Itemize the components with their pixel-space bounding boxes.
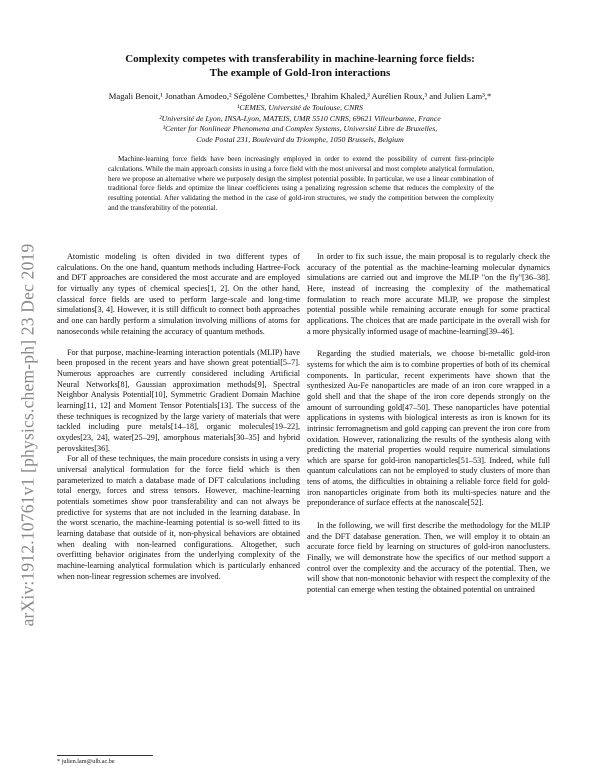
paper-title	[60, 52, 540, 80]
title-line-2: The example of Gold-Iron interactions	[209, 67, 391, 79]
left-column	[57, 252, 300, 582]
body-paragraph: For all of these techniques, the main procedure consists in using a very universal analytical formulation for the force field which is then parameterized to match a database made of DFT calculations including total energy, forces and stress tensors. However, machine-learning potentials sometimes show poor transferability and can not always be predictive for systems that are not included in the learning database. In the worst scenario, the machine-learning potential is so-well fitted to its learning database that outside of it, non-physical behaviors are obtained when dealing with non-learned configurations. Altogether, such overfitting behavior originates from the underlying complexity of the machine-learning analytical formulation which is particularly enhanced when non-linear regression schemes are involved.	[57, 454, 300, 581]
affiliation-2: ²Université de Lyon, INSA-Lyon, MATEIS, UMR 5510 CNRS, 69621 Villeurbanne, France	[159, 113, 441, 123]
affiliations	[60, 103, 540, 145]
body-paragraph: Atomistic modeling is often divided in two different types of calculations. On the one hand, quantum methods including Hartree-Fock and DFT approaches are considered the most accurate and are employed for virtually any types of chemical species[1, 2]. On the other hand, classical force fields are used to perform large-scale and long-time simulations[3, 4]. However, it is still difficult to connect both approaches and one can hardly perform a simulation involving millions of atoms for nanoseconds while retaining the accuracy of quantum methods.	[57, 252, 300, 336]
body-paragraph: For that purpose, machine-learning interaction potentials (MLIP) have been proposed in the recent years and have shown great potential[5–7]. Numerous approaches are currently considered including Artificial Neural Networks[8], Gaussian approximation methods[9], Spectral Neighbor Analysis Potential[10], Symmetric Gradient Domain Machine learning[11, 12] and Moment Tensor Potentials[13]. The success of the these techniques is recognized by the large variety of materials that were tackled including pure metals[14–18], organic molecules[19–22], oxydes[23, 24], water[25–29], amorphous materials[30–35] and hybrid perovskites[36].	[57, 347, 300, 453]
footnote-rule	[57, 755, 153, 756]
paper-header	[60, 52, 540, 145]
arxiv-identifier-stamp	[8, 175, 48, 695]
arxiv-identifier: arXiv:1912.10761v1 [physics.chem-ph] 23 Dec 2019	[17, 243, 38, 627]
affiliation-3-address: Code Postal 231, Boulevard du Triomphe, 1050 Brussels, Belgium	[196, 134, 404, 144]
body-paragraph: In order to fix such issue, the main proposal is to regularly check the accuracy of the potential as the machine-learning molecular dynamics simulations are carried out and improve the MLIP "on the fly"[36–38]. Here, instead of increasing the complexity of the mathematical formulation to reach more accurate MLIP, we propose the simplest potential possible while remaining accurate enough for some practical applications. The choices that are made participate in the overall wish for a more physically informed usage of machine-learning[39–46].	[307, 252, 550, 336]
right-column	[307, 252, 550, 596]
abstract: Machine-learning force fields have been increasingly employed in order to extend the possibility of current first-principle calculations. While the main approach consists in using a force field with the most universal and most complete analytical formulation, here we propose an alternative where we purposely design the simplest potential possible. In particular, we use a linear combination of traditional force fields and optimize the linear coefficients using a penalizing regression scheme that reduces the complexity of the resulting potential. After validating the method in the case of gold-iron structures, we study the competition between the complexity and the transferability of the potential.	[108, 155, 494, 212]
body-paragraph: Regarding the studied materials, we choose bi-metallic gold-iron systems for which the aim is to combine properties of both of its chemical components. In particular, recent experiments have shown that the synthesized Au-Fe nanoparticles are made of an iron core wrapped in a gold shell and that the shape of the iron core depends strongly on the amount of surrounding gold[47–50]. These nanoparticles have potential applications in systems with biological interests as iron is known for its intrinsic ferromagnetism and gold capping can prevent the iron core from oxidation. However, rationalizing the results of the synthesis along with predicting the material properties would require numerical simulations which are sparse for gold-iron nanoparticles[51–53]. Indeed, while full quantum calculations can not be employed to study clusters of more than tens of atoms, the difficulties in obtaining a reliable force field for gold-iron nanoparticles originate from both its multi-species nature and the preponderance of surface effects at the nanoscale[52].	[307, 349, 550, 508]
title-line-1: Complexity competes with transferability in machine-learning force fields:	[125, 53, 475, 65]
affiliation-3: ³Center for Nonlinear Phenomena and Complex Systems, Université Libre de Bruxelles,	[162, 124, 438, 133]
affiliation-1: ¹CEMES, Université de Toulouse, CNRS	[237, 103, 363, 112]
corresponding-author-email: * julien.lam@ulb.ac.be	[57, 758, 115, 765]
body-paragraph: In the following, we will first describe the methodology for the MLIP and the DFT database generation. Then, we will employ it to obtain an accurate force field by learning on structures of gold-iron nanoclusters. Finally, we will demonstrate how the specifics of our method support a control over the complexity and the accuracy of the potential. Then, we will show that non-monotonic behavior with respect the complexity of the potential can emerge when testing the obtained potential on untrained	[307, 521, 550, 595]
author-list: Magali Benoit,¹ Jonathan Amodeo,² Ségolène Combettes,¹ Ibrahim Khaled,³ Aurélien Roux,³ and Julien Lam³,*	[108, 91, 492, 101]
